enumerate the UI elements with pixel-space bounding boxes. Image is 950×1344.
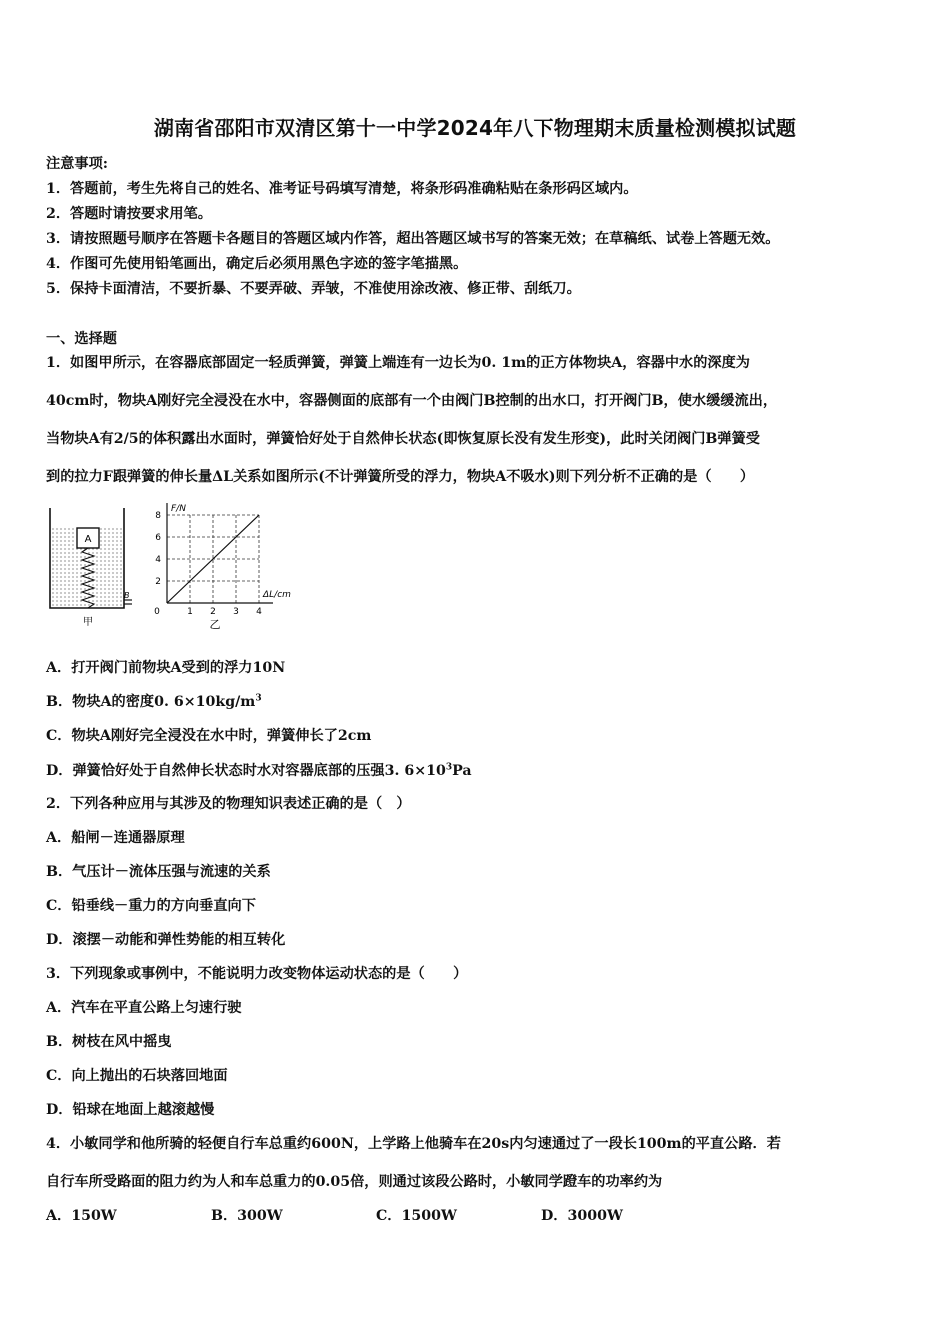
y-axis-label: F/N xyxy=(171,504,186,514)
q3-option: D．铅球在地面上越滚越慢 xyxy=(46,1102,215,1118)
notice-item: 1．答题前，考生先将自己的姓名、准考证号码填写清楚，将条形码准确粘贴在条形码区域内。 xyxy=(46,181,638,197)
x-tick-label: 1 xyxy=(187,607,193,617)
y-tick-label: 4 xyxy=(155,555,161,565)
q4-option: B．300W xyxy=(211,1208,283,1224)
x-tick-label: 2 xyxy=(210,607,216,617)
q1-option-c: C．物块A刚好完全浸没在水中时，弹簧伸长了2cm xyxy=(46,728,372,744)
q1-option-a: A．打开阀门前物块A受到的浮力10N xyxy=(46,660,286,676)
block-a-label: A xyxy=(84,534,92,545)
q1-stem-line: 当物块A有2/5的体积露出水面时，弹簧恰好处于自然伸长状态(即恢复原长没有发生形变)，此时关闭阀门B弹簧受 xyxy=(46,431,760,447)
valve-b-label: B xyxy=(124,591,130,600)
q1-stem-line: 到的拉力F跟弹簧的伸长量ΔL关系如图所示(不计弹簧所受的浮力，物块A不吸水)则下列分析不正确的是（ ） xyxy=(46,469,755,485)
q2-option: B．气压计－流体压强与流速的关系 xyxy=(46,864,271,880)
q1-option-d-exp: 3 xyxy=(445,762,453,773)
figure-a-caption: 甲 xyxy=(83,617,93,628)
q4-option: C．1500W xyxy=(376,1208,457,1224)
notice-item: 4．作图可先使用铅笔画出，确定后必须用黑色字迹的签字笔描黑。 xyxy=(46,256,468,272)
q3-option: B．树枝在风中摇曳 xyxy=(46,1034,172,1050)
q1-option-b-exp: 3 xyxy=(255,693,262,704)
notice-item: 5．保持卡面清洁，不要折暴、不要弄破、弄皱，不准使用涂改液、修正带、刮纸刀。 xyxy=(46,281,581,297)
x-axis-label: ΔL/cm xyxy=(263,590,291,600)
q3-option: A．汽车在平直公路上匀速行驶 xyxy=(46,1000,242,1016)
q1-option-d xyxy=(46,760,472,780)
series-line xyxy=(167,515,259,603)
figure-force-extension-chart xyxy=(145,495,315,635)
q3-option: C．向上抛出的石块落回地面 xyxy=(46,1068,228,1084)
q4-option: A．150W xyxy=(46,1208,117,1224)
figure-b-caption: 乙 xyxy=(209,618,221,631)
page-title: 湖南省邵阳市双清区第十一中学2024年八下物理期末质量检测模拟试题 xyxy=(153,116,797,140)
q4-options xyxy=(46,1205,623,1225)
q2-stem: 2．下列各种应用与其涉及的物理知识表述正确的是（ ） xyxy=(46,796,411,812)
q1-stem-line: 40cm时，物块A刚好完全浸没在水中，容器侧面的底部有一个由阀门B控制的出水口，打开阀门B，使水缓缓流出， xyxy=(46,393,778,409)
x-tick-label: 3 xyxy=(233,607,239,617)
q2-option: D．滚摆－动能和弹性势能的相互转化 xyxy=(46,932,286,948)
q1-option-d-unit: Pa xyxy=(452,763,472,779)
q1-stem-line: 1．如图甲所示，在容器底部固定一轻质弹簧，弹簧上端连有一边长为0. 1m的正方体物块A，容器中水的深度为 xyxy=(46,355,750,371)
notice-item: 2．答题时请按要求用笔。 xyxy=(46,206,212,222)
x-tick-label: 0 xyxy=(154,607,160,617)
q2-option: C．铅垂线－重力的方向垂直向下 xyxy=(46,898,256,914)
q4-stem-line: 4．小敏同学和他所骑的轻便自行车总重约600N，上学路上他骑车在20s内匀速通过了一段长100m的平直公路．若 xyxy=(46,1136,781,1152)
figure-container-diagram xyxy=(44,500,134,630)
q1-option-d-text: D．弹簧恰好处于自然伸长状态时水对容器底部的压强3. 6×10 xyxy=(46,763,446,779)
notice-item: 3．请按照题号顺序在答题卡各题目的答题区域内作答，超出答题区域书写的答案无效；在草稿纸、试卷上答题无效。 xyxy=(46,231,780,247)
y-tick-label: 8 xyxy=(155,511,161,521)
q4-option: D．3000W xyxy=(541,1208,623,1224)
q3-stem: 3．下列现象或事例中，不能说明力改变物体运动状态的是（ ） xyxy=(46,966,468,982)
x-tick-label: 4 xyxy=(256,607,262,617)
y-tick-label: 2 xyxy=(155,577,161,587)
y-tick-label: 6 xyxy=(155,533,161,543)
q1-option-b-text: B．物块A的密度0. 6×10kg/m xyxy=(46,694,256,710)
q2-option: A．船闸－连通器原理 xyxy=(46,830,185,846)
q1-option-b xyxy=(46,691,262,711)
q4-stem-line: 自行车所受路面的阻力约为人和车总重力的0.05倍，则通过该段公路时，小敏同学蹬车的功率约为 xyxy=(46,1174,663,1190)
notice-heading: 注意事项: xyxy=(46,156,108,172)
section-heading: 一、选择题 xyxy=(46,331,117,347)
